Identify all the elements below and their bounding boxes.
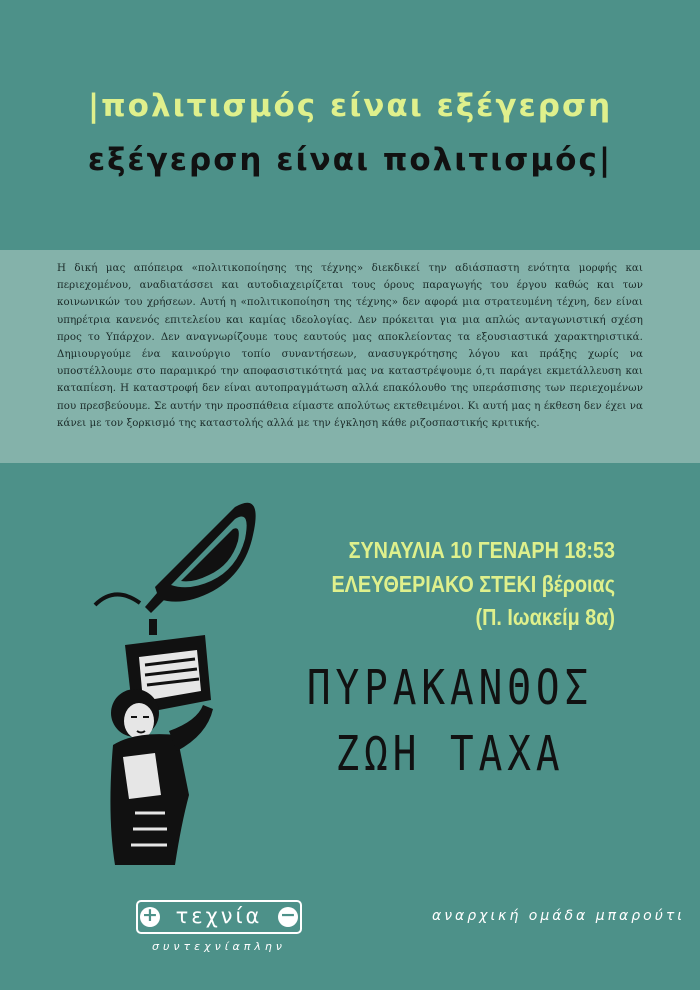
- headline-line-1: |πολιτισμός είναι εξέγερση: [87, 88, 613, 124]
- event-address-line: (Π. Ιωακείμ 8α): [475, 604, 615, 630]
- logo-plus-icon: +: [142, 904, 158, 926]
- logo-text-wrap: [136, 900, 302, 934]
- logo-subtitle: συντεχνίαπλην: [152, 940, 286, 953]
- event-venue-line: ΕΛΕΥΘΕΡΙΑΚΟ ΣΤΕΚΙ βέροιας: [331, 571, 615, 597]
- manifesto-band: [0, 250, 700, 463]
- logo-text: τεχνία: [175, 904, 263, 928]
- gramophone-illustration: [85, 495, 285, 875]
- headline-line-2: εξέγερση είναι πολιτισμός|: [87, 142, 613, 178]
- band-name-2: ΖΩΗ ΤΑΧΑ: [335, 726, 565, 782]
- manifesto-text: Η δική μας απόπειρα «πολιτικοποίησης της τέχνης» διεκδικεί την αδιάσπαστη ενότητα μορφής και περιεχομένου, αναδιατάσσει και αυτοδιαχειρίζεται τους όρους παραγωγής του έργου καθώς και των κοινωνικών του χρήσεων. Αυτή η «πολιτικοποίηση της τέχνης» δεν αφορά μια στρατευμένη τέχνη, δεν είναι υπηρέτρια κανενός επιτελείου και καμίας ιδεολογίας. Δεν πρόκειται για μια απλώς ανταγωνιστική σχέση προς το Υπάρχον. Δεν αναγνωρίζουμε τους εαυτούς μας αποκλείοντας τα εξουσιαστικά χαρακτηριστικά. Δημιουργούμε ένα καινούργιο τοπίο συναντήσεων, ανασυγκρότησης λόγου και πράξης χωρίς να υποστέλλουμε στο παραμικρό την αποφασιστικότητά μας να καταστρέψουμε ό,τι παράγει εκμετάλλευση και καταπίεση. Η καταστροφή δεν είναι αυτοπραγμάτωση αλλά επακόλουθο της υπεράσπισης των περιεχομένων που πρεσβεύουμε. Σε αυτήν την προσπάθεια είμαστε απολύτως εκτεθειμένοι. Κι αυτή μας η έκθεση δεν έχει να κάνει με τον ξορκισμό της καταστολής αλλά με την έγκληση κάθε ριζοσπαστικής κριτικής.: [57, 263, 643, 429]
- band-name-1: ΠΥΡΑΚΑΝΘΟΣ: [306, 660, 594, 716]
- event-date-line: ΣΥΝΑΥΛΙΑ 10 ΓΕΝΑΡΗ 18:53: [348, 537, 615, 563]
- logo-minus-icon: −: [280, 904, 296, 926]
- group-name: αναρχική ομάδα μπαρούτι: [432, 908, 685, 924]
